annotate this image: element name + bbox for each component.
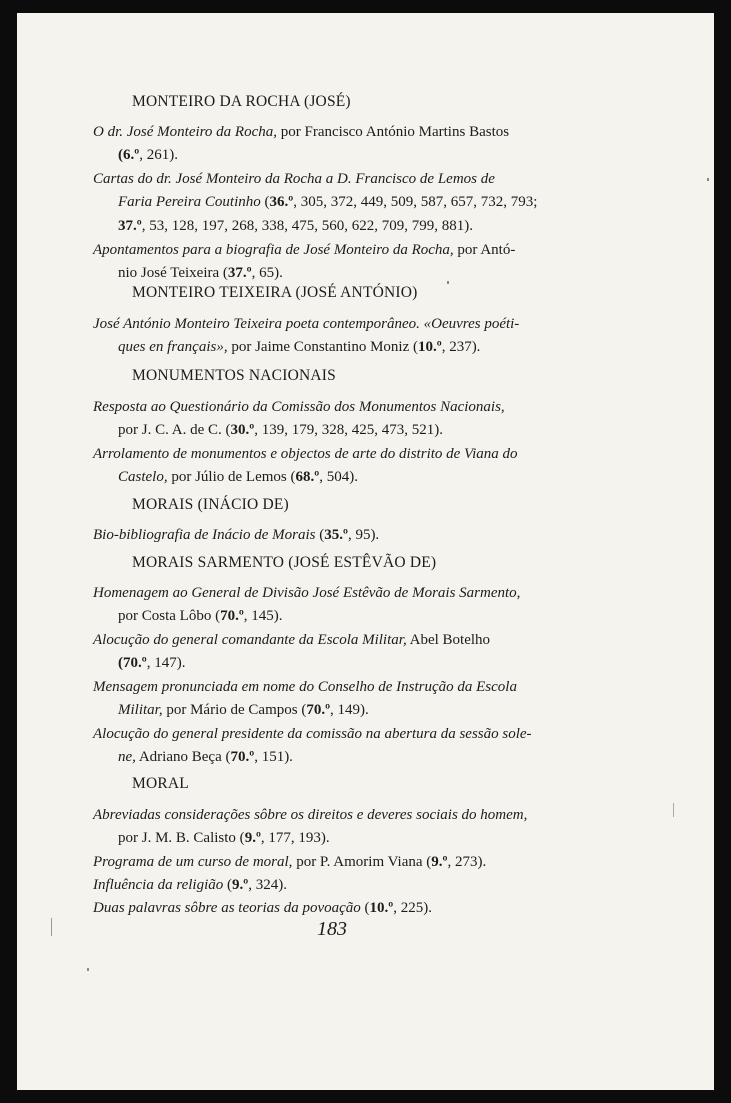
entry-line: Resposta ao Questionário da Comissão dos Monumentos Nacionais, [93,399,505,415]
entry-line: Abreviadas considerações sôbre os direitos e deveres sociais do homem, [93,807,528,823]
entry-line: Militar, por Mário de Campos (70.º, 149). [118,702,369,719]
bibliography-entry [93,629,586,676]
entry-line: por J. M. B. Calisto (9.º, 177, 193). [118,830,330,847]
section-heading: MONTEIRO DA ROCHA (JOSÉ) [132,93,351,110]
bibliography-entry [93,239,586,286]
entry-line: por Costa Lôbo (70.º, 145). [118,608,283,625]
entry-line: nio José Teixeira (37.º, 65). [118,265,283,282]
entry-line: Alocução do general presidente da comissão na abertura da sessão sole- [93,726,532,742]
bibliography-entry [93,804,586,851]
entry-line: O dr. José Monteiro da Rocha, por Francisco António Martins Bastos [93,124,510,140]
bibliography-entry [93,897,586,920]
section-heading: MORAIS SARMENTO (JOSÉ ESTÊVÃO DE) [132,554,437,571]
entry-line: Cartas do dr. José Monteiro da Rocha a D. Francisco de Lemos de [93,171,495,187]
paper-mark [673,803,674,817]
paper-speck [87,968,89,971]
entry-line: ne, Adriano Beça (70.º, 151). [118,749,293,766]
bibliography-entry [93,396,586,443]
book-page [17,13,714,1090]
section-heading: MONTEIRO TEIXEIRA (JOSÉ ANTÓNIO) [132,284,418,301]
entry-line: (70.º, 147). [118,655,186,672]
entry-line: Duas palavras sôbre as teorias da povoação (10.º, 225). [93,900,432,916]
entry-line: por J. C. A. de C. (30.º, 139, 179, 328, 425, 473, 521). [118,422,443,439]
entry-line: Faria Pereira Coutinho (36.º, 305, 372, 449, 509, 587, 657, 732, 793; [118,194,538,211]
bibliography-entry [93,168,586,238]
entry-line: (6.º, 261). [118,147,178,164]
entry-line: Programa de um curso de moral, por P. Amorim Viana (9.º, 273). [93,854,487,870]
entry-line: Castelo, por Júlio de Lemos (68.º, 504). [118,469,358,486]
paper-speck [447,281,449,284]
bibliography-entry [93,676,586,723]
bibliography-entry [93,723,586,770]
paper-mark [51,918,52,936]
bibliography-entry [93,313,586,360]
bibliography-entry [93,443,586,490]
entry-line: Arrolamento de monumentos e objectos de arte do distrito de Viana do [93,446,518,462]
section-heading: MORAL [132,775,189,792]
entry-line: Mensagem pronunciada em nome do Conselho de Instrução da Escola [93,679,517,695]
entry-line: José António Monteiro Teixeira poeta contemporâneo. «Oeuvres poéti- [93,316,520,332]
entry-line: Influência da religião (9.º, 324). [93,877,287,893]
entry-line: Bio-bibliografia de Inácio de Morais (35.º, 95). [93,527,380,543]
entry-line: Apontamentos para a biografia de José Monteiro da Rocha, por Antó- [93,242,516,258]
page-number: 183 [317,918,347,940]
entry-line: 37.º, 53, 128, 197, 268, 338, 475, 560, 622, 709, 799, 881). [118,217,473,234]
entry-line: Alocução do general comandante da Escola Militar, Abel Botelho [93,632,491,648]
bibliography-entry [93,851,586,874]
bibliography-entry [93,874,586,897]
entry-line: Homenagem ao General de Divisão José Estêvão de Morais Sarmento, [93,585,521,601]
bibliography-entry [93,121,586,168]
bibliography-entry [93,582,586,629]
section-heading: MORAIS (INÁCIO DE) [132,496,289,513]
section-heading: MONUMENTOS NACIONAIS [132,367,336,384]
bibliography-entry [93,524,586,547]
entry-line: ques en français», por Jaime Constantino Moniz (10.º, 237). [118,339,481,356]
paper-speck [707,178,709,181]
